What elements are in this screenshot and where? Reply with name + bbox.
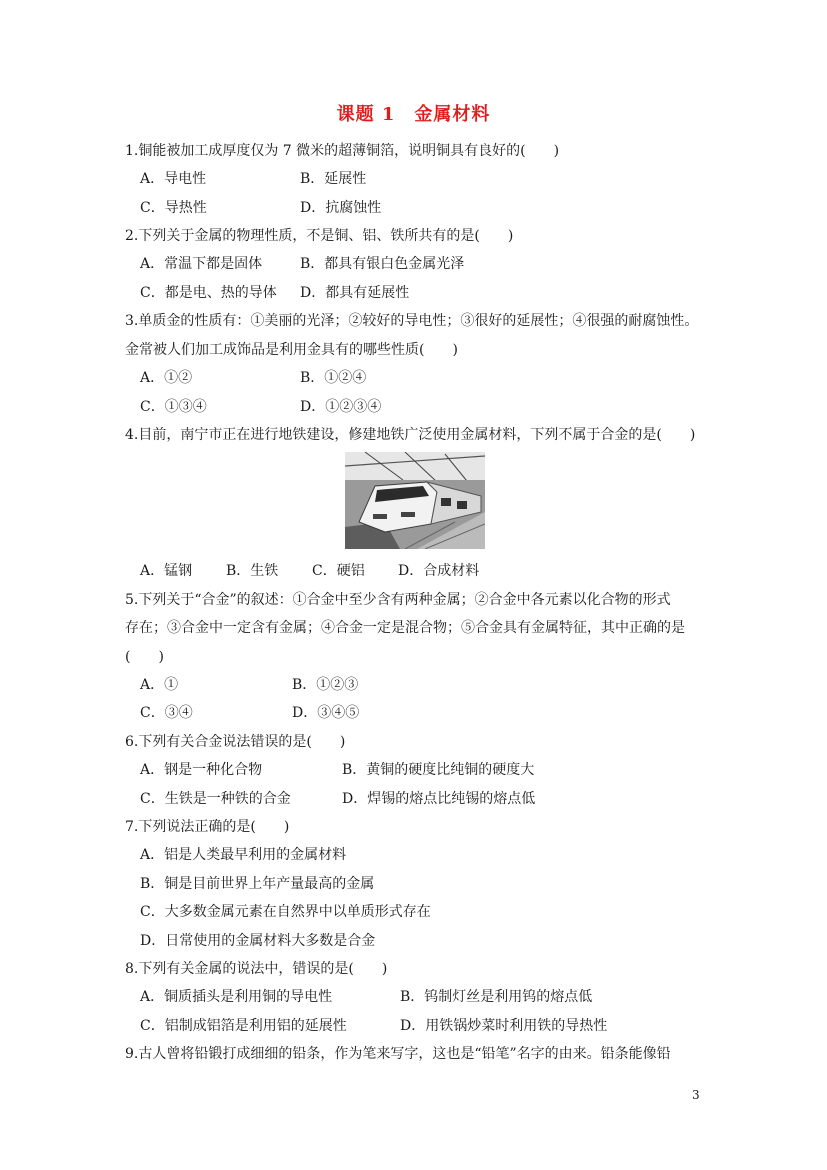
question-2-option-b: B．都具有银白色金属光泽: [300, 256, 465, 272]
question-3-option-a: A．①②: [140, 370, 193, 386]
question-8-option-b: B．钨制灯丝是利用钨的熔点低: [400, 989, 593, 1005]
question-5-option-c: C．③④: [140, 705, 193, 721]
question-2-option-d: D．都具有延展性: [300, 285, 410, 301]
question-7-option-a: A．铝是人类最早利用的金属材料: [140, 847, 347, 863]
question-2-stem: 2.下列关于金属的物理性质，不是铜、铝、铁所共有的是( ): [125, 228, 514, 244]
question-4-stem: 4.目前，南宁市正在进行地铁建设，修建地铁广泛使用金属材料，下列不属于合金的是( ): [125, 427, 696, 443]
question-6-option-a: A．钢是一种化合物: [140, 762, 263, 778]
question-1-option-d: D．抗腐蚀性: [300, 200, 382, 216]
question-6-stem: 6.下列有关合金说法错误的是( ): [125, 734, 346, 750]
question-7-option-c: C．大多数金属元素在自然界中以单质形式存在: [140, 904, 431, 920]
question-5-option-d: D．③④⑤: [292, 705, 360, 721]
question-1-option-a: A．导电性: [140, 171, 207, 187]
question-7-stem: 7.下列说法正确的是( ): [125, 819, 290, 835]
question-6-option-d: D．焊锡的熔点比纯锡的熔点低: [342, 791, 536, 807]
question-7-option-d: D．日常使用的金属材料大多数是合金: [140, 933, 376, 949]
question-5-stem-line-2: 存在；③合金中一定含有金属；④合金一定是混合物；⑤合金具有金属特征，其中正确的是: [125, 620, 685, 636]
question-8-stem: 8.下列有关金属的说法中，错误的是( ): [125, 961, 388, 977]
question-1-option-b: B．延展性: [300, 171, 367, 187]
question-5-option-b: B．①②③: [292, 677, 359, 693]
question-2-option-a: A．常温下都是固体: [140, 256, 263, 272]
page-number: 3: [692, 1088, 700, 1102]
question-1-option-c: C．导热性: [140, 200, 207, 216]
question-4-option-c: C．硬铝: [312, 563, 365, 579]
subway-train-image: [345, 452, 485, 549]
question-8-option-a: A．铜质插头是利用铜的导电性: [140, 989, 333, 1005]
question-6-option-b: B．黄铜的硬度比纯铜的硬度大: [342, 762, 535, 778]
question-5-option-a: A．①: [140, 677, 179, 693]
question-4-option-b: B．生铁: [226, 563, 279, 579]
question-5-stem-line-3: ( ): [125, 649, 164, 665]
question-4-option-a: A．锰钢: [140, 563, 193, 579]
question-3-option-b: B．①②④: [300, 370, 367, 386]
question-4-option-d: D．合成材料: [398, 563, 480, 579]
question-3-option-c: C．①③④: [140, 399, 207, 415]
question-1-stem: 1.铜能被加工成厚度仅为 7 微米的超薄铜箔，说明铜具有良好的( ): [125, 143, 560, 159]
question-9-stem: 9.古人曾将铅锻打成细细的铅条，作为笔来写字，这也是“铅笔”名字的由来。铅条能像铅: [125, 1046, 671, 1062]
question-6-option-c: C．生铁是一种铁的合金: [140, 791, 291, 807]
question-8-option-d: D．用铁锅炒菜时利用铁的导热性: [400, 1018, 608, 1034]
question-2-option-c: C．都是电、热的导体: [140, 285, 277, 301]
question-3-stem-line-1: 3.单质金的性质有：①美丽的光泽；②较好的导电性；③很好的延展性；④很强的耐腐蚀性。: [125, 313, 699, 329]
question-5-stem-line-1: 5.下列关于“合金”的叙述：①合金中至少含有两种金属；②合金中各元素以化合物的形式: [125, 592, 671, 608]
question-8-option-c: C．铝制成铝箔是利用铝的延展性: [140, 1018, 347, 1034]
question-3-stem-line-2: 金常被人们加工成饰品是利用金具有的哪些性质( ): [125, 342, 458, 358]
page-title: 课题 1 金属材料: [336, 104, 491, 125]
question-7-option-b: B．铜是目前世界上年产量最高的金属: [140, 876, 375, 892]
question-3-option-d: D．①②③④: [300, 399, 382, 415]
